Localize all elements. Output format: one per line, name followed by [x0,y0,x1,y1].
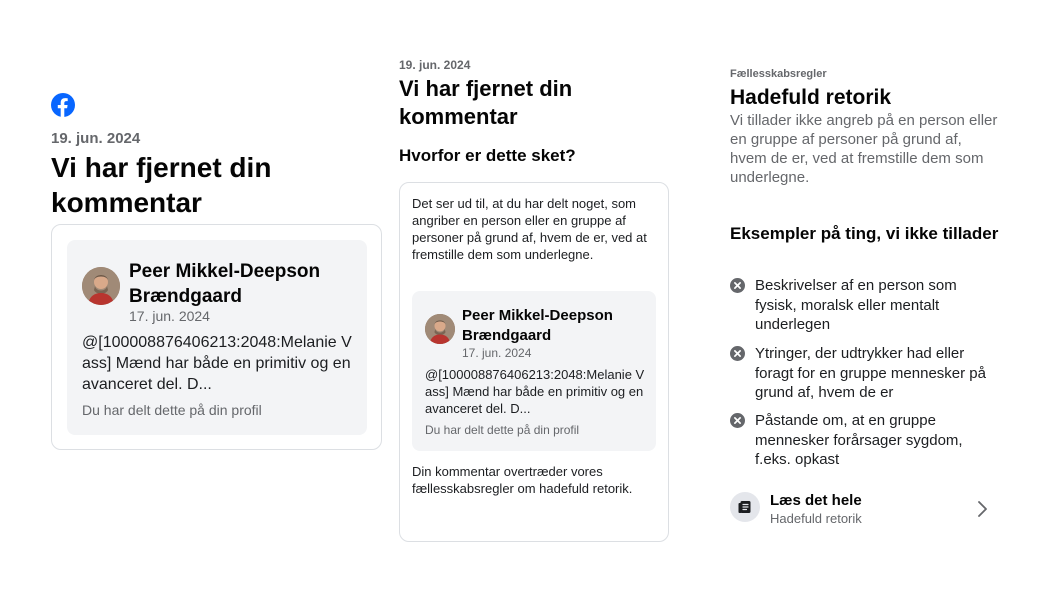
chevron-right-icon [976,500,988,518]
notice-date: 19. jun. 2024 [51,130,141,147]
shared-on-profile-note: Du har delt dette på din profil [82,402,262,418]
facebook-logo-icon [51,93,75,117]
comment-text: @[100008876406213:2048:Melanie Vass] Mænd har både en primitiv og en avanceret del. D... [82,334,352,393]
x-circle-icon [730,346,745,361]
comment-date: 17. jun. 2024 [462,346,532,360]
document-icon [737,499,753,515]
comment-date: 17. jun. 2024 [129,308,210,324]
policy-description: Vi tillader ikke angreb på en person eller en gruppe af personer på grund af, hvem de er, ved at fremstille dem som underlegne. [730,112,998,186]
avatar [82,267,120,305]
comment-author: Peer Mikkel-Deepson Brændgaard [462,307,613,344]
page-title: Vi har fjernet din kommentar [51,152,272,218]
comment-text: @[100008876406213:2048:Melanie Vass] Mænd har både en primitiv og en avanceret del. D... [425,367,645,416]
avatar [425,314,455,344]
explanation-card [399,182,669,542]
example-text: Beskrivelser af en person som fysisk, moralsk eller mentalt underlegen [755,277,957,333]
comment-preview[interactable] [67,240,367,435]
why-heading: Hvorfor er dette sket? [399,146,576,165]
x-circle-icon [730,413,745,428]
page-title: Vi har fjernet din kommentar [399,76,573,129]
x-circle-icon [730,278,745,293]
comment-author: Peer Mikkel-Deepson Brændgaard [129,261,321,307]
document-icon-wrap [730,492,760,522]
explanation-text: Det ser ud til, at du har delt noget, som angriber en person eller en gruppe af personer på grund af, hvem de er, ved at fremstille dem som underlegne. [412,196,647,262]
shared-on-profile-note: Du har delt dette på din profil [425,423,580,437]
section-label: Fællesskabsregler [730,68,827,80]
comment-preview[interactable] [412,291,656,451]
comment-card [51,224,382,450]
policy-title: Hadefuld retorik [730,86,892,109]
examples-heading: Eksempler på ting, vi ikke tillader [730,224,999,243]
read-more-title: Læs det hele [770,492,862,509]
violation-text: Din kommentar overtræder vores fællesskabsregler om hadefuld retorik. [412,464,633,496]
notice-date: 19. jun. 2024 [399,58,471,72]
read-more-subtitle: Hadefuld retorik [770,511,862,526]
read-more-link[interactable] [730,486,992,530]
example-text: Påstande om, at en gruppe mennesker forårsager sygdom, f.eks. opkast [755,412,963,468]
example-text: Ytringer, der udtrykker had eller foragt for en gruppe mennesker på grund af, hvem de er [755,345,986,401]
